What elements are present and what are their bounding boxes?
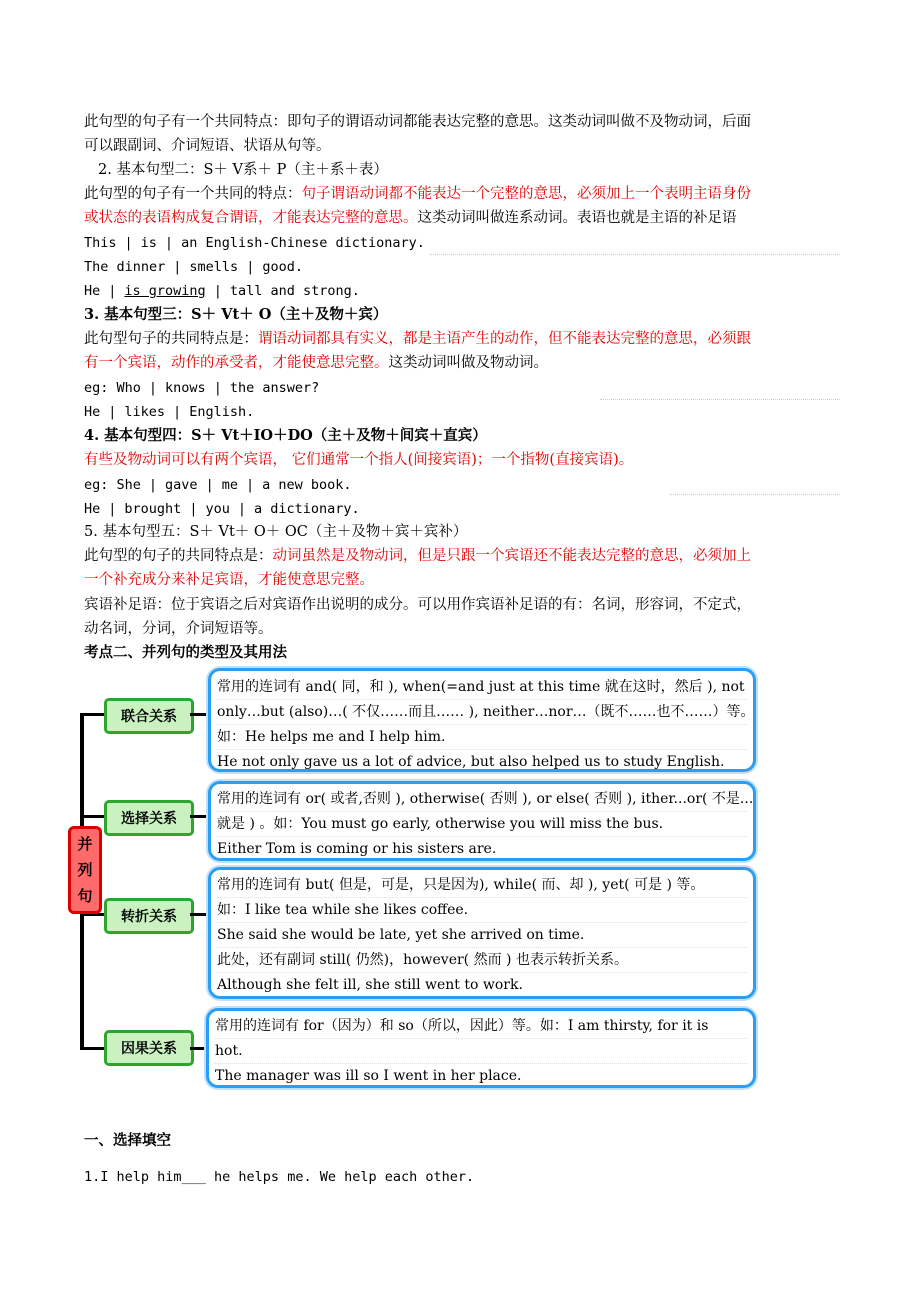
bubble-line: Although she felt ill, she still went to work.: [217, 977, 523, 993]
type5-note-1: 宾语补足语：位于宾语之后对宾语作出说明的成分。可以用作宾语补足语的有：名词，形容词，不定式，: [84, 597, 751, 613]
ex-verb: brought: [124, 501, 182, 517]
bubble-line: only…but (also)…( 不仅……而且…… ), neither…nor…（既不……也不……）等。: [217, 700, 747, 725]
ex-subject: He: [84, 283, 101, 299]
category-contrast: [104, 898, 194, 934]
intro-line-2: 可以跟副词、介词短语、状语从句等。: [84, 138, 331, 154]
category-label: 联合关系: [121, 709, 177, 725]
ex-subject: eg: She: [84, 477, 141, 493]
type2-desc-2: [84, 208, 737, 228]
root-char: 句: [77, 887, 93, 905]
type2-desc-1: [84, 184, 751, 204]
type2-heading: 2. 基本句型二：S＋ V系＋ P（主＋系＋表）: [98, 162, 388, 178]
connector: [190, 913, 210, 916]
connector: [190, 713, 210, 716]
bubble-line: 此处，还有副词 still( 仍然)，however( 然而 ) 也表示转折关系。: [217, 948, 747, 973]
type3-desc-tail: 这类动词叫做及物动词。: [388, 355, 548, 371]
category-label: 因果关系: [121, 1041, 177, 1057]
category-choice: [104, 800, 194, 836]
ex-subject: The dinner: [84, 259, 166, 275]
bubble-line: 如：He helps me and I help him.: [217, 725, 747, 750]
exercise-question-1: 1.I help him___ he helps me. We help each other.: [84, 1169, 475, 1185]
ex-verb: is growing: [124, 283, 206, 299]
type4-desc: 有些及物动词可以有两个宾语， 它们通常一个指人(间接宾语)；一个指物(直接宾语)。: [84, 452, 634, 468]
type4-heading: 4. 基本句型四：S＋ Vt＋IO＋DO（主＋及物＋间宾＋直宾）: [84, 427, 487, 444]
bubble-joint: [208, 668, 756, 772]
type3-desc-red-1: 谓语动词都具有实义，都是主语产生的动作，但不能表达完整的意思，必须跟: [258, 331, 751, 347]
ex-indirect-object: me: [221, 477, 238, 493]
ex-verb: likes: [124, 404, 166, 420]
ex-subject: eg: Who: [84, 380, 141, 396]
ex-verb: is: [140, 235, 157, 251]
bubble-line: The manager was ill so I went in her place.: [215, 1068, 522, 1084]
type3-example-1: eg: Who | knows | the answer?: [84, 380, 320, 396]
type5-heading: 5. 基本句型五：S＋ Vt＋ O＋ OC（主＋及物＋宾＋宾补）: [84, 524, 468, 540]
root-char: 并: [77, 835, 93, 853]
bubble-line: 就是 ) 。如：You must go early, otherwise you will miss the bus.: [217, 812, 747, 837]
connector: [190, 815, 210, 818]
bubble-line: 常用的连词有 and( 同，和 ), when(=and just at this time 就在这时，然后 ), not: [217, 675, 747, 700]
type2-example-1: This | is | an English-Chinese dictionary.: [84, 235, 425, 251]
type2-desc-tail: 这类动词叫做连系动词。表语也就是主语的补足语: [417, 210, 737, 226]
ex-verb: gave: [165, 477, 198, 493]
rule-line: [670, 494, 840, 495]
type2-desc-red-1: 句子谓语动词都不能表达一个完整的意思，必须加上一个表明主语身份: [301, 186, 751, 202]
type4-example-2: He | brought | you | a dictionary.: [84, 501, 360, 517]
category-label: 转折关系: [121, 909, 177, 925]
type2-example-2: The dinner | smells | good.: [84, 259, 303, 275]
bubble-line: hot.: [215, 1039, 747, 1064]
root-char: 列: [77, 861, 93, 879]
bubble-line: He not only gave us a lot of advice, but also helped us to study English.: [217, 754, 725, 770]
rule-line: [430, 254, 840, 255]
bubble-line: 常用的连词有 for（因为）和 so（所以，因此）等。如：I am thirsty, for it is: [215, 1014, 747, 1039]
ex-indirect-object: you: [205, 501, 230, 517]
type4-example-1: eg: She | gave | me | a new book.: [84, 477, 352, 493]
ex-verb: knows: [165, 380, 206, 396]
type3-heading: 3. 基本句型三：S＋ Vt＋ O（主＋及物＋宾）: [84, 306, 388, 323]
bubble-line: 如：I like tea while she likes coffee.: [217, 898, 747, 923]
rule-line: [600, 399, 840, 400]
bubble-cause: [206, 1008, 756, 1088]
type5-desc-red-1: 动词虽然是及物动词，但是只跟一个宾语还不能表达完整的意思，必须加上: [272, 548, 751, 564]
bubble-line: 常用的连词有 or( 或者,否则 ), otherwise( 否则 ), or else( 否则 ), ither...or( 不是...: [217, 787, 747, 812]
ex-rest: tall and strong.: [229, 283, 360, 299]
ex-verb: smells: [189, 259, 239, 275]
ex-subject: He: [84, 404, 101, 420]
type3-desc-black: 此句型句子的共同特点是：: [84, 331, 258, 347]
section2-title: 考点二、并列句的类型及其用法: [84, 644, 287, 661]
connector: [80, 1047, 106, 1050]
intro-line-1: 此句型的句子有一个共同特点：即句子的谓语动词都能表达完整的意思。这类动词叫做不及物动词，后面: [84, 114, 751, 130]
exercise-title: 一、选择填空: [84, 1133, 171, 1149]
type2-desc-red-2: 或状态的表语构成复合谓语，才能表达完整的意思。: [84, 210, 418, 226]
ex-rest: the answer?: [229, 380, 320, 396]
type2-desc-black: 此句型的句子有一个共同的特点：: [84, 186, 302, 202]
ex-rest: good.: [262, 259, 303, 275]
type5-note-2: 动名词，分词，介词短语等。: [84, 621, 273, 637]
type3-desc-red-2: 有一个宾语，动作的承受者，才能使意思完整。: [84, 355, 389, 371]
bubble-line: Either Tom is coming or his sisters are.: [217, 841, 497, 857]
bubble-contrast: [208, 867, 756, 999]
ex-direct-object: a new book.: [262, 477, 352, 493]
root-node-coordinate-sentence: [68, 826, 102, 914]
ex-subject: This: [84, 235, 117, 251]
ex-subject: He: [84, 501, 101, 517]
bubble-line: She said she would be late, yet she arrived on time.: [217, 923, 747, 948]
type5-desc-2: 一个补充成分来补足宾语，才能使意思完整。: [84, 572, 374, 588]
type2-example-3: He | is growing | tall and strong.: [84, 283, 360, 299]
bubble-choice: [208, 781, 756, 861]
type3-desc-2: [84, 353, 548, 373]
ex-direct-object: a dictionary.: [253, 501, 360, 517]
category-cause: [104, 1030, 194, 1066]
ex-rest: an English-Chinese dictionary.: [181, 235, 425, 251]
ex-rest: English.: [189, 404, 255, 420]
connector: [80, 713, 106, 716]
category-label: 选择关系: [121, 811, 177, 827]
type5-desc-black: 此句型的句子的共同特点是：: [84, 548, 273, 564]
connector: [80, 815, 106, 818]
type3-desc-1: [84, 329, 751, 349]
bubble-line: 常用的连词有 but( 但是，可是，只是因为), while( 而、却 ), yet( 可是 ) 等。: [217, 873, 747, 898]
type3-example-2: He | likes | English.: [84, 404, 255, 420]
category-joint: [104, 698, 194, 734]
type5-desc-1: [84, 546, 751, 566]
